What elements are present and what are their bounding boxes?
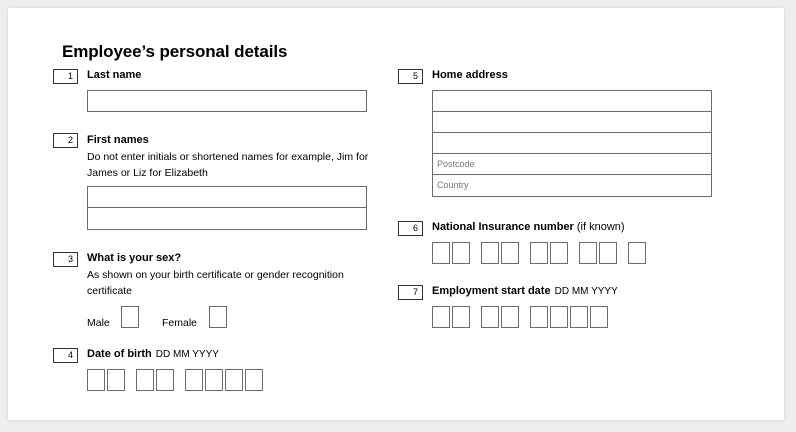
start-day-digit-1[interactable] <box>432 306 450 328</box>
dob-year-digit-3[interactable] <box>225 369 243 391</box>
ni-box-3[interactable] <box>481 242 499 264</box>
dob-day-digit-1[interactable] <box>87 369 105 391</box>
form-card <box>8 8 784 420</box>
address-line-2[interactable] <box>433 112 711 133</box>
start-year-digit-1[interactable] <box>530 306 548 328</box>
question-number-3: 3 <box>53 252 78 267</box>
first-names-help: Do not enter initials or shortened names for example, Jim for James or Liz for Elizabeth <box>87 151 369 179</box>
last-name-input[interactable] <box>87 90 367 112</box>
first-names-input[interactable] <box>87 186 367 230</box>
ni-box-7[interactable] <box>579 242 597 264</box>
date-of-birth-label <box>87 348 219 360</box>
dob-month-digit-1[interactable] <box>136 369 154 391</box>
ni-box-6[interactable] <box>550 242 568 264</box>
start-month-digit-1[interactable] <box>481 306 499 328</box>
address-line-1[interactable] <box>433 91 711 112</box>
question-number-5: 5 <box>398 69 423 84</box>
question-number-4: 4 <box>53 348 78 363</box>
sex-label: What is your sex? <box>87 252 182 264</box>
date-of-birth-title: Date of birth <box>87 348 152 360</box>
dob-year-digit-1[interactable] <box>185 369 203 391</box>
question-number-2: 2 <box>53 133 78 148</box>
dob-month-digit-2[interactable] <box>156 369 174 391</box>
ni-box-8[interactable] <box>599 242 617 264</box>
address-line-3[interactable] <box>433 133 711 154</box>
postcode-input[interactable]: Postcode <box>433 154 711 175</box>
home-address-input[interactable] <box>432 90 712 197</box>
start-date-label <box>432 285 618 297</box>
start-year-digit-3[interactable] <box>570 306 588 328</box>
ni-box-2[interactable] <box>452 242 470 264</box>
ni-box-5[interactable] <box>530 242 548 264</box>
female-label: Female <box>162 317 198 329</box>
country-input[interactable]: Country <box>437 180 469 190</box>
male-checkbox[interactable] <box>121 306 139 328</box>
date-of-birth-format: DD MM YYYY <box>155 349 219 360</box>
question-number-1: 1 <box>53 69 78 84</box>
ni-box-4[interactable] <box>501 242 519 264</box>
home-address-label: Home address <box>432 69 508 81</box>
ni-number-label <box>432 221 625 233</box>
ni-box-9[interactable] <box>628 242 646 264</box>
first-names-label: First names <box>87 134 149 146</box>
ni-number-suffix: (if known) <box>576 221 625 233</box>
male-label: Male <box>87 317 110 329</box>
female-checkbox[interactable] <box>209 306 227 328</box>
start-year-digit-4[interactable] <box>590 306 608 328</box>
start-month-digit-2[interactable] <box>501 306 519 328</box>
start-year-digit-2[interactable] <box>550 306 568 328</box>
question-number-6: 6 <box>398 221 423 236</box>
ni-box-1[interactable] <box>432 242 450 264</box>
start-date-title: Employment start date <box>432 285 551 297</box>
ni-number-title: National Insurance number <box>432 221 574 233</box>
sex-help: As shown on your birth certificate or gender recognition certificate <box>87 269 344 297</box>
page-title: Employee’s personal details <box>62 42 288 61</box>
question-number-7: 7 <box>398 285 423 300</box>
last-name-label: Last name <box>87 69 142 81</box>
dob-year-digit-4[interactable] <box>245 369 263 391</box>
first-names-line-2[interactable] <box>88 208 366 229</box>
dob-year-digit-2[interactable] <box>205 369 223 391</box>
first-names-line-1[interactable] <box>88 187 366 208</box>
dob-day-digit-2[interactable] <box>107 369 125 391</box>
start-day-digit-2[interactable] <box>452 306 470 328</box>
start-date-format: DD MM YYYY <box>554 286 618 297</box>
